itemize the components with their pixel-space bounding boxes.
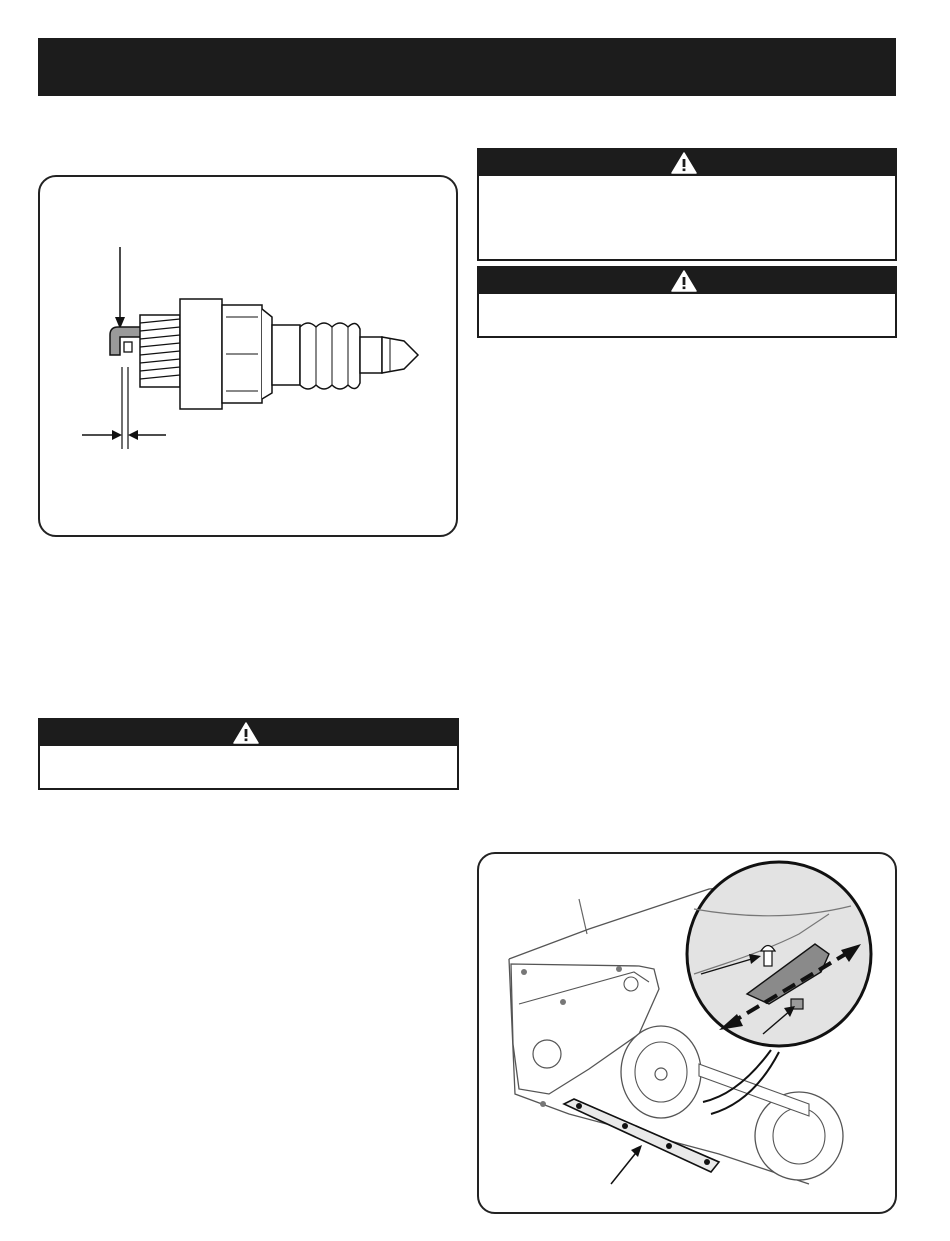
warning-text	[479, 294, 895, 310]
scraper-bar-illustration	[479, 854, 895, 1212]
warning-header	[479, 268, 895, 294]
warning-text	[40, 746, 457, 762]
spark-plug-figure	[38, 175, 458, 537]
warning-box-1	[477, 148, 897, 261]
warning-header	[479, 150, 895, 176]
section-header-bar	[38, 38, 896, 96]
spark-plug-illustration	[40, 177, 456, 535]
warning-triangle-icon	[233, 722, 259, 744]
warning-box-3	[38, 718, 459, 790]
warning-box-2	[477, 266, 897, 338]
warning-triangle-icon	[671, 270, 697, 292]
warning-header	[40, 720, 457, 746]
warning-text	[479, 176, 895, 192]
scraper-bar-figure	[477, 852, 897, 1214]
warning-triangle-icon	[671, 152, 697, 174]
